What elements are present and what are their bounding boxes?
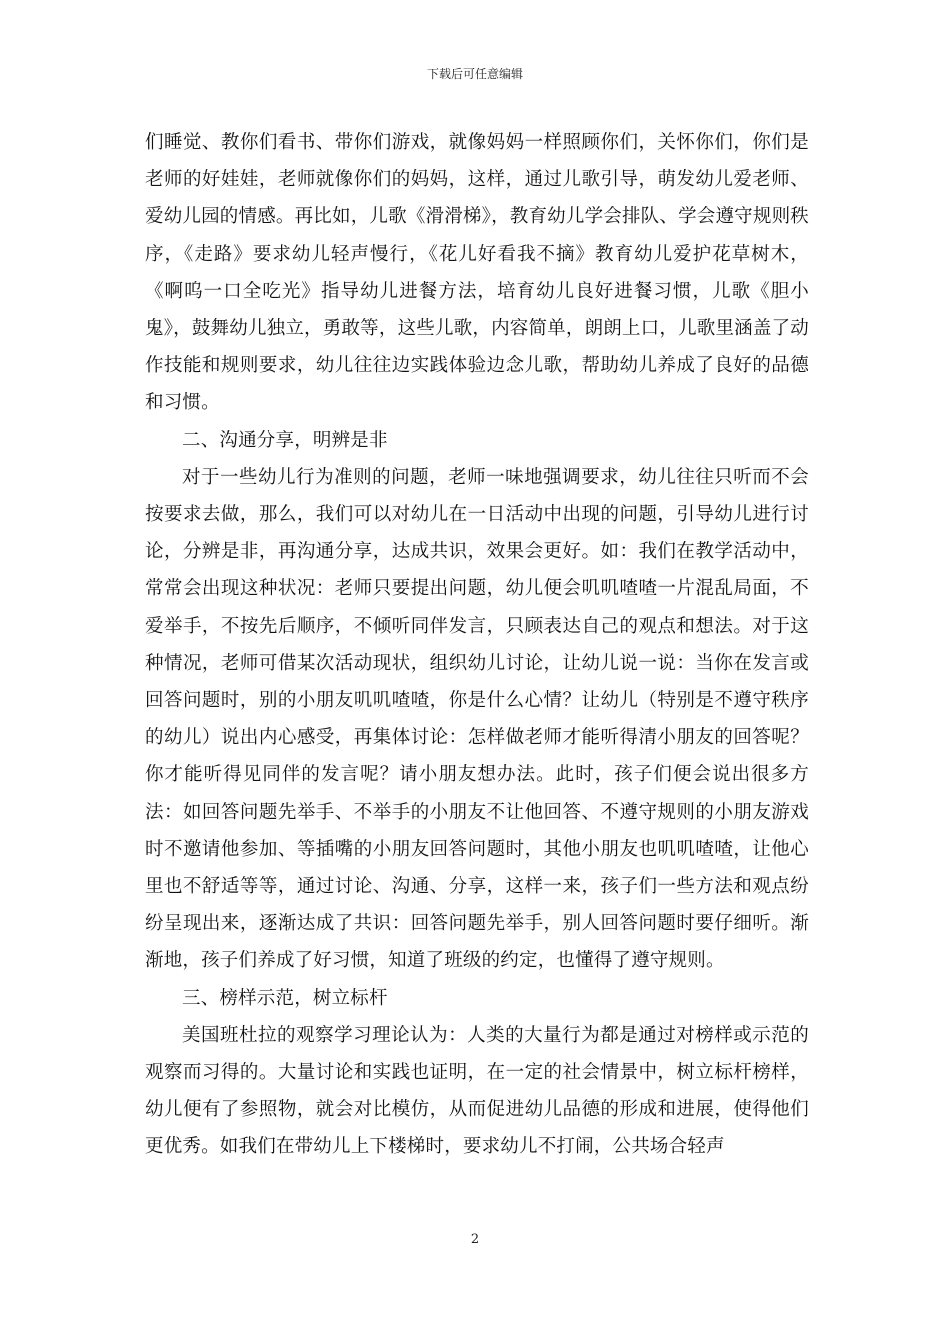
- paragraph-section-2: 对于一些幼儿行为准则的问题，老师一味地强调要求，幼儿往往只听而不会按要求去做，那么，我们可以对幼儿在一日活动中出现的问题，引导幼儿进行讨论，分辨是非，再沟通分享，达成共识，效果会更好。如：我们在教学活动中，常常会出现这种状况：老师只要提出问题，幼儿便会叽叽喳喳一片混乱局面，不爱举手，不按先后顺序，不倾听同伴发言，只顾表达自己的观点和想法。对于这种情况，老师可借某次活动现状，组织幼儿讨论，让幼儿说一说：当你在发言或回答问题时，别的小朋友叽叽喳喳，你是什么心情？让幼儿（特别是不遵守秩序的幼儿）说出内心感受，再集体讨论：怎样做老师才能听得清小朋友的回答呢？你才能听得见同伴的发言呢？请小朋友想办法。此时，孩子们便会说出很多方法：如回答问题先举手、不举手的小朋友不让他回答、不遵守规则的小朋友游戏时不邀请他参加、等插嘴的小朋友回答问题时，其他小朋友也叽叽喳喳，让他心里也不舒适等等，通过讨论、沟通、分享，这样一来，孩子们一些方法和观点纷纷呈现出来，逐渐达成了共识：回答问题先举手，别人回答问题时要仔细听。渐渐地，孩子们养成了好习惯，知道了班级的约定，也懂得了遵守规则。: [145, 466, 809, 972]
- paragraph-section-3: 美国班杜拉的观察学习理论认为：人类的大量行为都是通过对榜样或示范的观察而习得的。大量讨论和实践也证明，在一定的社会情景中，树立标杆榜样，幼儿便有了参照物，就会对比模仿，从而促进幼儿品德的形成和进展，使得他们更优秀。如我们在带幼儿上下楼梯时，要求幼儿不打闹，公共场合轻声: [145, 1024, 809, 1158]
- page-header: 下载后可任意编辑: [426, 67, 523, 81]
- page-number: 2: [470, 1232, 480, 1247]
- section-heading-3: 三、榜样示范，树立标杆: [182, 987, 388, 1009]
- document-body: [145, 124, 809, 1166]
- section-heading-2: 二、沟通分享，明辨是非: [182, 429, 388, 451]
- paragraph-continued: 们睡觉、教你们看书、带你们游戏，就像妈妈一样照顾你们，关怀你们，你们是老师的好娃娃，老师就像你们的妈妈，这样，通过儿歌引导，萌发幼儿爱老师、爱幼儿园的情感。再比如，儿歌《滑滑梯》，教育幼儿学会排队、学会遵守规则秩序，《走路》要求幼儿轻声慢行，《花儿好看我不摘》教育幼儿爱护花草树木，《啊呜一口全吃光》指导幼儿进餐方法，培育幼儿良好进餐习惯，儿歌《胆小鬼》，鼓舞幼儿独立，勇敢等，这些儿歌，内容简单，朗朗上口，儿歌里涵盖了动作技能和规则要求，幼儿往往边实践体验边念儿歌，帮助幼儿养成了良好的品德和习惯。: [145, 132, 809, 414]
